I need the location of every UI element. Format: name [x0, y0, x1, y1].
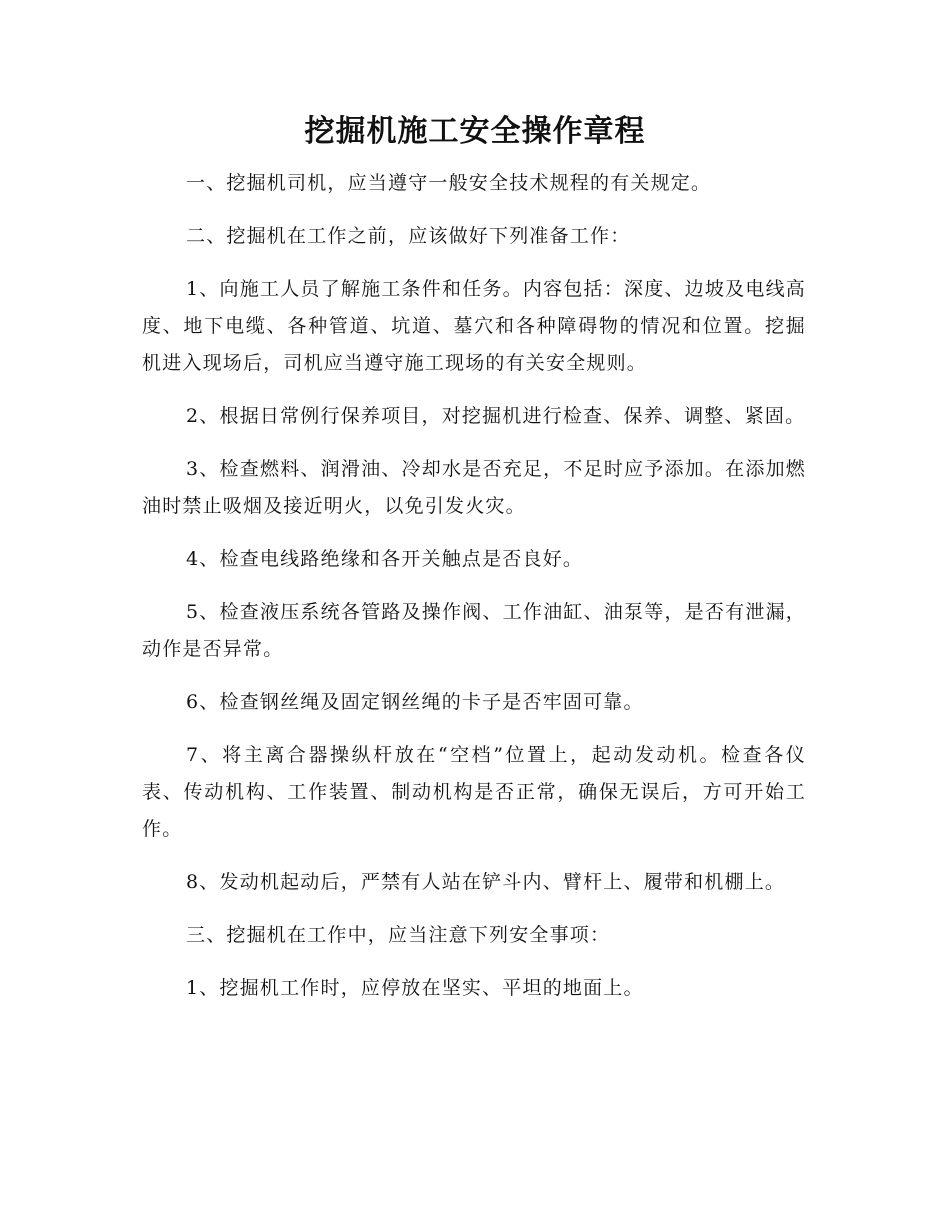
paragraph-section-2: 二、挖掘机在工作之前，应该做好下列准备工作：: [186, 225, 631, 247]
paragraph-item-1: 1、向施工人员了解施工条件和任务。内容包括：深度、边坡及电线高度、地下电缆、各种管道、坑道、墓穴和各种障碍物的情况和位置。挖掘机进入现场后，司机应当遵守施工现场的有关安全规则。: [142, 278, 806, 374]
paragraph-item-4: 4、检查电线路绝缘和各开关触点是否良好。: [186, 548, 584, 570]
document-body: [142, 165, 806, 1023]
paragraph-item-7: 7、将主离合器操纵杆放在“空档”位置上，起动发动机。检查各仪表、传动机构、工作装置、制动机构是否正常，确保无误后，方可开始工作。: [142, 744, 806, 840]
paragraph-section-3: 三、挖掘机在工作中，应当注意下列安全事项：: [186, 924, 611, 946]
paragraph-section-1: 一、挖掘机司机，应当遵守一般安全技术规程的有关规定。: [186, 172, 712, 194]
paragraph-item-2: 2、根据日常例行保养项目，对挖掘机进行检查、保养、调整、紧固。: [186, 405, 806, 427]
paragraph-item-8: 8、发动机起动后，严禁有人站在铲斗内、臂杆上、履带和机棚上。: [186, 871, 786, 893]
paragraph-item-6: 6、检查钢丝绳及固定钢丝绳的卡子是否牢固可靠。: [186, 691, 644, 713]
paragraph-item-3: 3、检查燃料、润滑油、冷却水是否充足，不足时应予添加。在添加燃油时禁止吸烟及接近明火，以免引发火灾。: [142, 458, 806, 517]
paragraph-item-5: 5、检查液压系统各管路及操作阀、工作油缸、油泵等，是否有泄漏，动作是否异常。: [142, 601, 806, 660]
document-title: 挖掘机施工安全操作章程: [304, 114, 646, 149]
paragraph-section-3-item-1: 1、挖掘机工作时，应停放在坚实、平坦的地面上。: [186, 977, 644, 999]
